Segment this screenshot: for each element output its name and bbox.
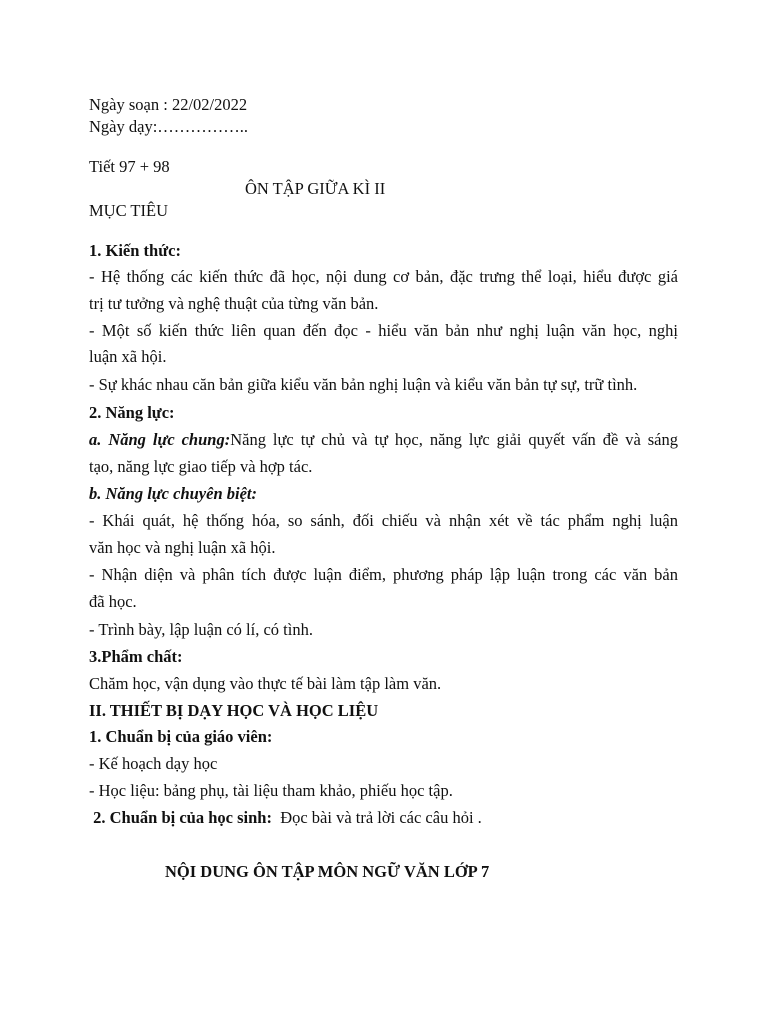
knowledge-item-1-line-2: trị tư tưởng và nghệ thuật của từng văn bản. xyxy=(89,294,379,313)
specific-item-1-line-1: - Khái quát, hệ thống hóa, so sánh, đối chiếu và nhận xét về tác phẩm nghị luận xyxy=(89,511,678,530)
qualities-text: Chăm học, vận dụng vào thực tế bài làm tập làm văn. xyxy=(89,674,442,693)
teaching-date: Ngày dạy:…………….. xyxy=(89,117,249,136)
teacher-prep-item-2: - Học liệu: bảng phụ, tài liệu tham khảo, phiếu học tập. xyxy=(89,781,453,800)
objectives-heading: MỤC TIÊU xyxy=(89,201,168,220)
student-prep-label: 2. Chuẩn bị của học sinh: xyxy=(89,808,272,827)
specific-competency-heading: b. Năng lực chuyên biệt: xyxy=(89,484,257,503)
equipment-heading: II. THIẾT BỊ DẠY HỌC VÀ HỌC LIỆU xyxy=(89,701,379,720)
document-title: ÔN TẬP GIỮA KÌ II xyxy=(245,179,386,198)
teacher-prep-item-1: - Kế hoạch dạy học xyxy=(89,754,218,773)
knowledge-item-1-line-1: - Hệ thống các kiến thức đã học, nội dung cơ bản, đặc trưng thể loại, hiểu được giá xyxy=(89,267,678,286)
teacher-prep-heading: 1. Chuẩn bị của giáo viên: xyxy=(89,727,273,746)
specific-item-3: - Trình bày, lập luận có lí, có tình. xyxy=(89,620,313,639)
general-competency-line-2: tạo, năng lực giao tiếp và hợp tác. xyxy=(89,457,313,476)
student-prep-text: Đọc bài và trả lời các câu hỏi . xyxy=(271,808,482,827)
student-prep-line xyxy=(89,808,482,828)
specific-item-2-line-2: đã học. xyxy=(89,592,137,611)
qualities-heading: 3.Phẩm chất: xyxy=(89,647,183,666)
knowledge-item-3: - Sự khác nhau căn bản giữa kiểu văn bản nghị luận và kiểu văn bản tự sự, trữ tình. xyxy=(89,375,638,394)
specific-item-1-line-2: văn học và nghị luận xã hội. xyxy=(89,538,276,557)
lesson-number: Tiết 97 + 98 xyxy=(89,157,170,176)
general-competency-line-1 xyxy=(89,430,678,450)
specific-item-2-line-1: - Nhận diện và phân tích được luận điểm, phương pháp lập luận trong các văn bản xyxy=(89,565,678,584)
preparation-date: Ngày soạn : 22/02/2022 xyxy=(89,95,248,114)
knowledge-item-2-line-1: - Một số kiến thức liên quan đến đọc - hiểu văn bản như nghị luận văn học, nghị xyxy=(89,321,678,340)
general-competency-label: a. Năng lực chung: xyxy=(89,430,231,449)
general-competency-text: Năng lực tự chủ và tự học, năng lực giải quyết vấn đề và sáng xyxy=(230,430,678,449)
knowledge-item-2-line-2: luận xã hội. xyxy=(89,347,167,366)
review-content-title: NỘI DUNG ÔN TẬP MÔN NGỮ VĂN LỚP 7 xyxy=(165,862,490,881)
competency-heading: 2. Năng lực: xyxy=(89,403,175,422)
knowledge-heading: 1. Kiến thức: xyxy=(89,241,181,260)
